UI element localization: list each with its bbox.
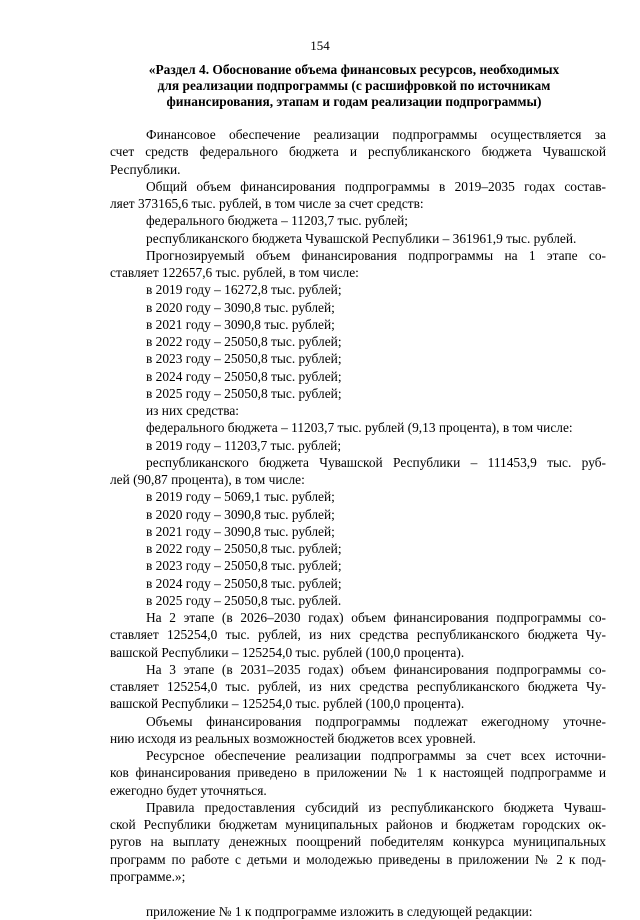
text-line: счет средств федерального бюджета и республиканского бюджета Чувашской <box>110 144 606 160</box>
text-line: ляет 373165,6 тыс. рублей, в том числе за счет средств: <box>110 196 424 211</box>
text-line: нию исходя из реальных возможностей бюджетов всех уровней. <box>110 730 476 746</box>
text-line: приложение № 1 к подпрограмме изложить в следующей редакции: <box>146 904 533 919</box>
text-line: в 2019 году – 5069,1 тыс. рублей; <box>146 489 335 505</box>
text-line: в 2022 году – 25050,8 тыс. рублей; <box>146 541 342 556</box>
text-line: федерального бюджета – 11203,7 тыс. рублей; <box>146 213 409 229</box>
text-line: ставляет 122657,6 тыс. рублей, в том числе: <box>110 265 359 280</box>
text-line: в 2025 году – 25050,8 тыс. рублей; <box>146 385 342 401</box>
text-line: Объемы финансирования подпрограммы подлежат ежегодному уточне- <box>146 713 606 729</box>
text-line: в 2019 году – 11203,7 тыс. рублей; <box>146 437 342 453</box>
text-line: республиканского бюджета Чувашской Республики – 111453,9 тыс. руб- <box>146 454 606 470</box>
text-line: ской Республики бюджетам муниципальных районов и бюджетам городских ок- <box>110 817 606 832</box>
text-line: вашской Республики – 125254,0 тыс. рублей (100,0 процента). <box>110 644 465 660</box>
text-line: Прогнозируемый объем финансирования подпрограммы на 1 этапе со- <box>146 247 606 263</box>
text-line: программ по работе с детьми и молодежью приведены в приложении № 2 к под- <box>110 851 606 867</box>
text-line: в 2022 году – 25050,8 тыс. рублей; <box>146 334 342 349</box>
document-body <box>110 126 606 920</box>
text-line: в 2019 году – 16272,8 тыс. рублей; <box>146 282 342 298</box>
text-line: в 2020 году – 3090,8 тыс. рублей; <box>146 506 335 522</box>
text-line: ставляет 125254,0 тыс. рублей, из них средства республиканского бюджета Чу- <box>110 679 606 694</box>
text-line: в 2024 году – 25050,8 тыс. рублей; <box>146 575 342 591</box>
text-line: в 2025 году – 25050,8 тыс. рублей. <box>146 592 342 608</box>
title-line: финансирования, этапам и годам реализации подпрограммы) <box>166 94 542 109</box>
text-line: из них средства: <box>146 403 240 418</box>
text-line: Финансовое обеспечение реализации подпрограммы осуществляется за <box>146 127 606 142</box>
text-line: в 2023 году – 25050,8 тыс. рублей; <box>146 558 342 574</box>
text-line: ков финансирования приведено в приложении № 1 к настоящей подпрограмме и <box>110 765 606 781</box>
text-line: в 2021 году – 3090,8 тыс. рублей; <box>146 523 335 539</box>
text-line: федерального бюджета – 11203,7 тыс. рублей (9,13 процента), в том числе: <box>146 420 573 436</box>
text-line: Ресурсное обеспечение реализации подпрограммы за счет всех источни- <box>146 748 606 763</box>
text-line: ругов на выплату денежных поощрений победителям конкурса муниципальных <box>110 834 606 850</box>
text-line: На 3 этапе (в 2031–2035 годах) объем финансирования подпрограммы со- <box>146 661 606 677</box>
text-line: На 2 этапе (в 2026–2030 годах) объем финансирования подпрограммы со- <box>146 610 606 625</box>
text-line: программе.»; <box>110 868 186 884</box>
title-line: для реализации подпрограммы (с расшифровкой по источникам <box>157 78 551 93</box>
text-line: вашской Республики – 125254,0 тыс. рублей (100,0 процента). <box>110 696 465 712</box>
text-line: в 2024 году – 25050,8 тыс. рублей; <box>146 368 342 384</box>
title-line: «Раздел 4. Обоснование объема финансовых ресурсов, необходимых <box>148 62 560 77</box>
page-number: 154 <box>310 38 330 53</box>
text-line: ежегодно будет уточняться. <box>110 782 267 798</box>
text-line: Республики. <box>110 161 181 177</box>
text-line: в 2023 году – 25050,8 тыс. рублей; <box>146 351 342 367</box>
text-line: республиканского бюджета Чувашской Республики – 361961,9 тыс. рублей. <box>146 230 577 246</box>
section-title <box>100 62 608 110</box>
text-line: в 2021 году – 3090,8 тыс. рублей; <box>146 316 335 332</box>
text-line: в 2020 году – 3090,8 тыс. рублей; <box>146 299 335 315</box>
text-line: лей (90,87 процента), в том числе: <box>110 472 305 487</box>
text-line: ставляет 125254,0 тыс. рублей, из них средства республиканского бюджета Чу- <box>110 627 606 643</box>
text-line: Правила предоставления субсидий из республиканского бюджета Чуваш- <box>146 799 606 815</box>
text-line: Общий объем финансирования подпрограммы в 2019–2035 годах состав- <box>146 178 606 194</box>
